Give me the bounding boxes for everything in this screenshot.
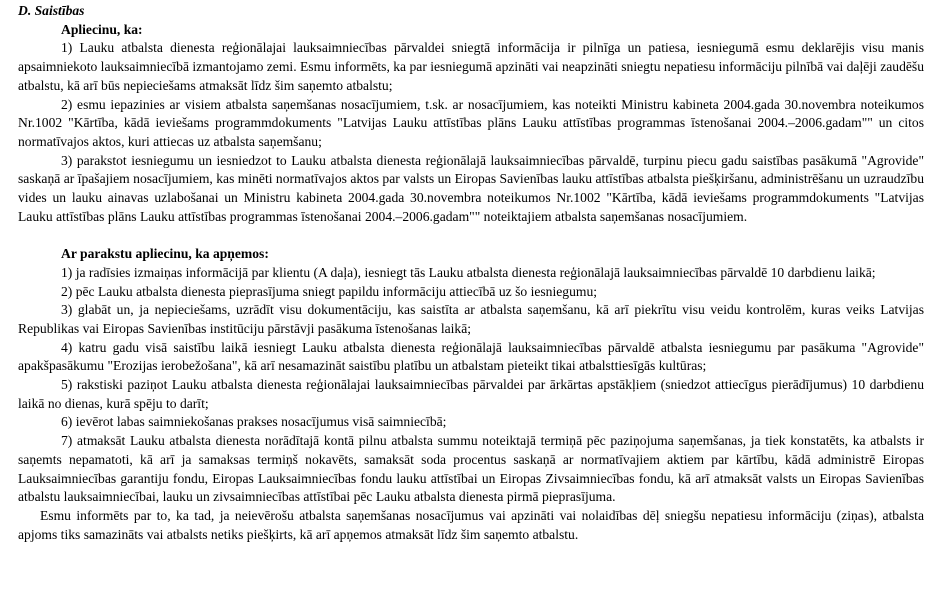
document-page	[18, 2, 924, 544]
commitment-item-5: 5) rakstiski paziņot Lauku atbalsta dienesta reģionālajai lauksaimniecības pārvaldei par ārkārtas apstākļiem (sniedzot attiecīgus pierādījumus) 10 darbdienu laikā no dienas, kurā spēju to darīt;	[18, 377, 924, 411]
commitment-item-2: 2) pēc Lauku atbalsta dienesta pieprasījuma sniegt papildu informāciju attiecībā uz šo iesniegumu;	[61, 283, 598, 299]
section-title: D. Saistības	[18, 3, 85, 18]
commitment-item-1: 1) ja radīsies izmaiņas informācijā par klientu (A daļa), iesniegt tās Lauku atbalsta dienesta reģionālajā lauksaimniecības pārvaldē 10 darbdienu laikā;	[61, 264, 876, 280]
spacer	[18, 226, 924, 245]
declaration-item-2: 2) esmu iepazinies ar visiem atbalsta saņemšanas nosacījumiem, t.sk. ar nosacījumiem, kas noteikti Ministru kabineta 2004.gada 30.novembra noteikumos Nr.1002 "Kārtība, kādā ieviešams programmdokuments "Latvijas Lauku attīstības plāns Lauku attīstības programmas īstenošanai 2004.–2006.gadam"" un citos normatīvajos aktos, kuri attiecas uz atbalsta saņemšanu;	[18, 96, 924, 149]
commitment-item-7: 7) atmaksāt Lauku atbalsta dienesta norādītajā kontā pilnu atbalsta summu noteiktajā termiņā pēc paziņojuma saņemšanas, ja tiek konstatēts, ka atbalsts ir saņemts nepamatoti, kā arī ja samaksas termiņš nokavēts, samaksāt soda procentus saskaņā ar normatīvajiem aktiem par kārtību, kādā administrē Eiropas Lauksaimniecības garantiju fondu, Eiropas Lauksaimniecības fondu lauku attīstībai un Eiropas Zivsaimniecības fondu, kā arī atmaksāt valsts un Eiropas Savienības atbalstu lauksaimniecībai, lauku un zivsaimniecības attīstībai pēc Lauku atbalsta dienesta pirmā pieprasījuma.	[18, 433, 924, 505]
closing-statement: Esmu informēts par to, ka tad, ja neievērošu atbalsta saņemšanas nosacījumus vai apzināti vai nolaidības dēļ sniegšu nepatiesu informāciju (ziņas), atbalsta apjoms tiks samazināts vai atbalsts netiks piešķirts, kā arī apņemos atmaksāt līdz šim saņemto atbalstu.	[18, 507, 924, 542]
commitment-heading: Ar parakstu apliecinu, ka apņemos:	[61, 246, 269, 262]
declaration-item-3: 3) parakstot iesniegumu un iesniedzot to Lauku atbalsta dienesta reģionālajā lauksaimniecības pārvaldē, turpinu piecu gadu saistības pasākumā "Agrovide" saskaņā ar īpašajiem nosacījumiem, kas minēti normatīvajos aktos par valsts un Eiropas Savienības lauku attīstības atbalsta piešķiršanu, administrēšanu un uzraudzību vides un lauku ainavas uzlabošanai un Ministru kabineta 2004.gada 30.novembra noteikumos Nr.1002 "Kārtība, kādā ieviešams programmdokuments "Latvijas Lauku attīstības plāns Lauku attīstības programmas īstenošanai 2004.–2006.gadam"" noteiktajiem atbalsta saņemšanas nosacījumiem.	[18, 152, 924, 224]
commitment-item-4: 4) katru gadu visā saistību laikā iesniegt Lauku atbalsta dienesta reģionālajā lauksaimniecības pārvaldē atbalsta iesniegumu par pasākuma "Agrovide" apakšpasākumu "Erozijas ierobežošana", kā arī nesamazināt saistību platību un atbalstam pieteikt tikai atbalsttiesīgās kultūras;	[18, 339, 924, 374]
declaration-item-1: 1) Lauku atbalsta dienesta reģionālajai lauksaimniecības pārvaldei sniegtā informācija ir pilnīga un patiesa, iesniegumā esmu deklarējis visu manis apsaimniekoto lauksaimniecībā izmantojamo zemi. Esmu informēts, ka par iesniegumā apzināti vai neapzināti sniegtu nepatiesu informāciju pilnībā vai daļēji zaudēšu atbalstu, kā arī būs nepieciešams atmaksāt līdz šim saņemto atbalstu;	[18, 40, 924, 93]
commitment-item-3: 3) glabāt un, ja nepieciešams, uzrādīt visu dokumentāciju, kas saistīta ar atbalsta saņemšanu, kā arī piekrītu visu veidu kontrolēm, kuras veiks Latvijas Republikas vai Eiropas Savienības institūciju pārstāvji pasākuma īstenošanas laikā;	[18, 302, 924, 336]
declaration-heading: Apliecinu, ka:	[61, 21, 143, 37]
commitment-item-6: 6) ievērot labas saimniekošanas prakses nosacījumus visā saimniecībā;	[61, 414, 447, 430]
